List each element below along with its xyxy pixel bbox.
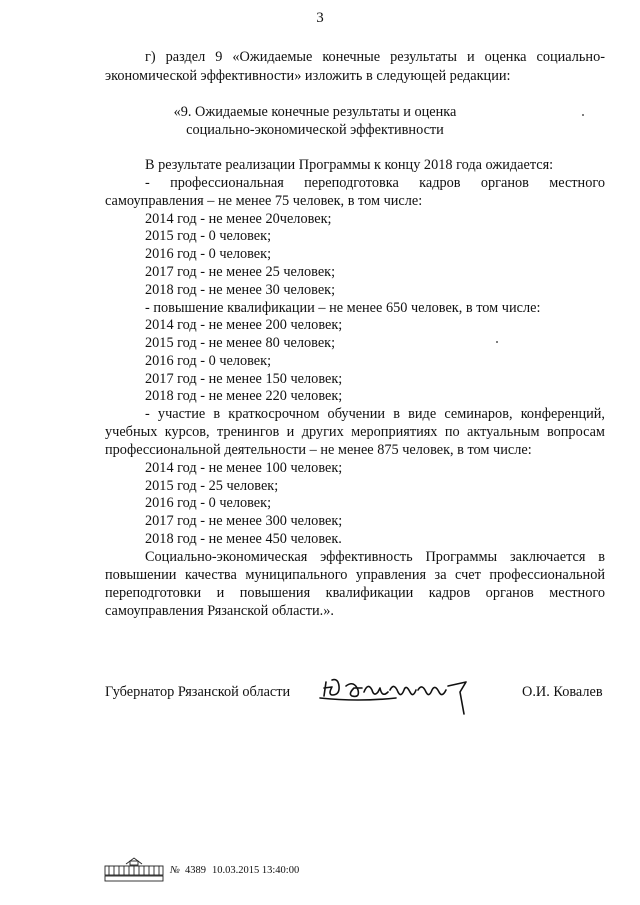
body-line-3: самоуправления – не менее 75 человек, в том числе: — [105, 193, 423, 209]
body-line-15: - участие в краткосрочном обучении в виде семинаров, конференций, — [145, 406, 605, 422]
body-line-7: 2017 год - не менее 25 человек; — [145, 264, 336, 280]
body-line-9: - повышение квалификации – не менее 650 человек, в том числе: — [145, 300, 541, 316]
document-number: 4389 — [185, 865, 206, 876]
body-line-25: переподготовки и повышения квалификации кадров органов местного — [105, 585, 605, 601]
body-line-16: учебных курсов, тренингов и других мероприятиях по актуальным вопросам — [105, 424, 605, 440]
body-line-12: 2016 год - 0 человек; — [145, 353, 272, 369]
body-line-8: 2018 год - не менее 30 человек; — [145, 282, 336, 298]
body-line-6: 2016 год - 0 человек; — [145, 246, 272, 262]
section-heading-line-2: социально-экономической эффективности — [186, 122, 444, 138]
body-line-23: Социально-экономическая эффективность Программы заключается в — [145, 549, 605, 565]
scan-speck — [582, 114, 584, 116]
body-line-2: - профессиональная переподготовка кадров органов местного — [145, 175, 605, 191]
scan-speck — [496, 341, 498, 343]
body-line-10: 2014 год - не менее 200 человек; — [145, 317, 343, 333]
intro-line-2: экономической эффективности» изложить в следующей редакции: — [105, 68, 511, 84]
intro-line-1: г) раздел 9 «Ожидаемые конечные результаты и оценка социально- — [145, 49, 605, 65]
signatory-name: О.И. Ковалев — [522, 684, 603, 700]
body-line-1: В результате реализации Программы к концу 2018 года ожидается: — [145, 157, 554, 173]
registration-timestamp: 10.03.2015 13:40:00 — [212, 865, 300, 876]
body-line-21: 2017 год - не менее 300 человек; — [145, 513, 343, 529]
signatory-title: Губернатор Рязанской области — [105, 684, 291, 700]
handwritten-signature — [318, 668, 488, 718]
body-line-24: повышении качества муниципального управления за счет профессиональной — [105, 567, 605, 583]
body-line-5: 2015 год - 0 человек; — [145, 228, 272, 244]
body-line-11: 2015 год - не менее 80 человек; — [145, 335, 336, 351]
body-line-26: самоуправления Рязанской области.». — [105, 603, 334, 619]
body-line-4: 2014 год - не менее 20человек; — [145, 211, 332, 227]
body-line-18: 2014 год - не менее 100 человек; — [145, 460, 343, 476]
body-line-17: профессиональной деятельности – не менее 875 человек, в том числе: — [105, 442, 532, 458]
registration-stamp-icon — [104, 856, 164, 882]
document-number-sign: № — [170, 865, 180, 876]
body-line-22: 2018 год - не менее 450 человек. — [145, 531, 342, 547]
body-line-14: 2018 год - не менее 220 человек; — [145, 388, 343, 404]
body-line-20: 2016 год - 0 человек; — [145, 495, 272, 511]
page-number: 3 — [316, 10, 324, 26]
body-line-19: 2015 год - 25 человек; — [145, 478, 279, 494]
section-heading-line-1: «9. Ожидаемые конечные результаты и оценка — [173, 104, 457, 120]
body-line-13: 2017 год - не менее 150 человек; — [145, 371, 343, 387]
